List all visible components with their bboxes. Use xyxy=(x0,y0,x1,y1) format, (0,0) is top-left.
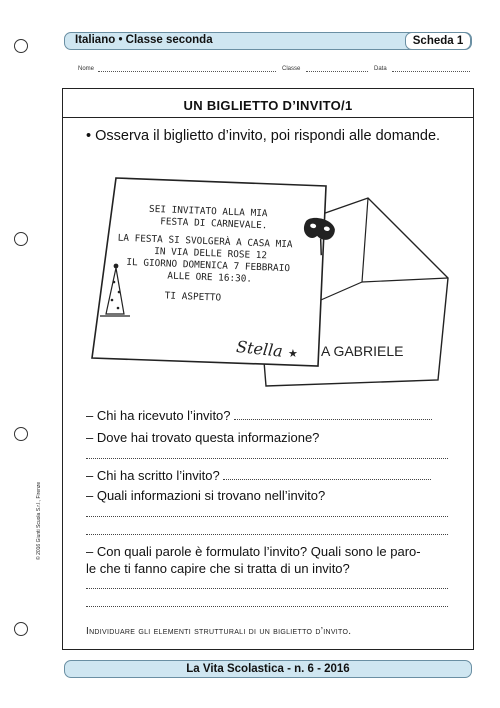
question-3 xyxy=(86,468,466,484)
binder-hole xyxy=(14,232,28,246)
question-1-text: – Chi ha ricevuto l’invito? xyxy=(86,408,231,423)
question-5: – Con quali parole è formulato l’invito? Quali sono le paro- xyxy=(86,544,421,559)
class-field[interactable] xyxy=(306,71,368,72)
star-icon: ★ xyxy=(288,348,298,360)
binder-hole xyxy=(14,39,28,53)
instructions: • Osserva il biglietto d’invito, poi rispondi alle domande. xyxy=(86,128,441,144)
card-line-3: LA FESTA SI SVOLGERÀ A CASA MIA xyxy=(117,232,293,251)
binder-hole xyxy=(14,427,28,441)
sheet-number: Scheda 1 xyxy=(405,32,471,50)
name-field[interactable] xyxy=(98,71,276,72)
answer-4-field-line-1[interactable] xyxy=(86,516,448,517)
answer-1-field[interactable] xyxy=(234,419,432,420)
question-2: – Dove hai trovato questa informazione? xyxy=(86,430,320,445)
copyright-credit: © 2016 Giunti Scuola S.r.l., Firenze xyxy=(36,481,42,560)
binder-hole xyxy=(14,622,28,636)
name-label: Nome xyxy=(78,66,95,72)
card-line-1: SEI INVITATO ALLA MIA xyxy=(148,203,268,220)
learning-objective: Individuare gli elementi strutturali di un biglietto d’invito. xyxy=(86,626,352,637)
invitation-card xyxy=(92,178,337,366)
title-divider xyxy=(62,117,474,118)
card-line-2: FESTA DI CARNEVALE. xyxy=(159,216,268,232)
date-label: Data xyxy=(374,66,387,72)
answer-4-field-line-2[interactable] xyxy=(86,534,448,535)
answer-5-field-line-1[interactable] xyxy=(86,588,448,589)
card-line-5: IL GIORNO DOMENICA 7 FEBBRAIO xyxy=(126,256,291,275)
answer-3-field[interactable] xyxy=(223,479,431,480)
answer-2-field[interactable] xyxy=(86,458,448,459)
envelope-recipient: A GABRIELE xyxy=(321,343,404,359)
card-line-4: IN VIA DELLE ROSE 12 xyxy=(154,246,268,262)
footer-bar: La Vita Scolastica - n. 6 - 2016 xyxy=(64,660,472,678)
class-label: Classe xyxy=(282,66,301,72)
question-5-continued: le che ti fanno capire che si tratta di un invito? xyxy=(86,561,350,576)
student-info-row xyxy=(78,66,474,78)
date-field[interactable] xyxy=(392,71,470,72)
question-4: – Quali informazioni si trovano nell’invito? xyxy=(86,488,326,503)
card-signature: Stella xyxy=(235,336,284,361)
page-title: UN BIGLIETTO D’INVITO/1 xyxy=(183,98,353,113)
card-line-6: ALLE ORE 16:30. xyxy=(167,270,253,285)
header-bar xyxy=(64,32,472,50)
question-1 xyxy=(86,408,466,424)
question-3-text: – Chi ha scritto l’invito? xyxy=(86,468,220,483)
subject-label: Italiano • Classe seconda xyxy=(75,34,213,46)
answer-5-field-line-2[interactable] xyxy=(86,606,448,607)
card-line-7: TI ASPETTO xyxy=(164,290,222,304)
invitation-illustration xyxy=(86,170,456,400)
